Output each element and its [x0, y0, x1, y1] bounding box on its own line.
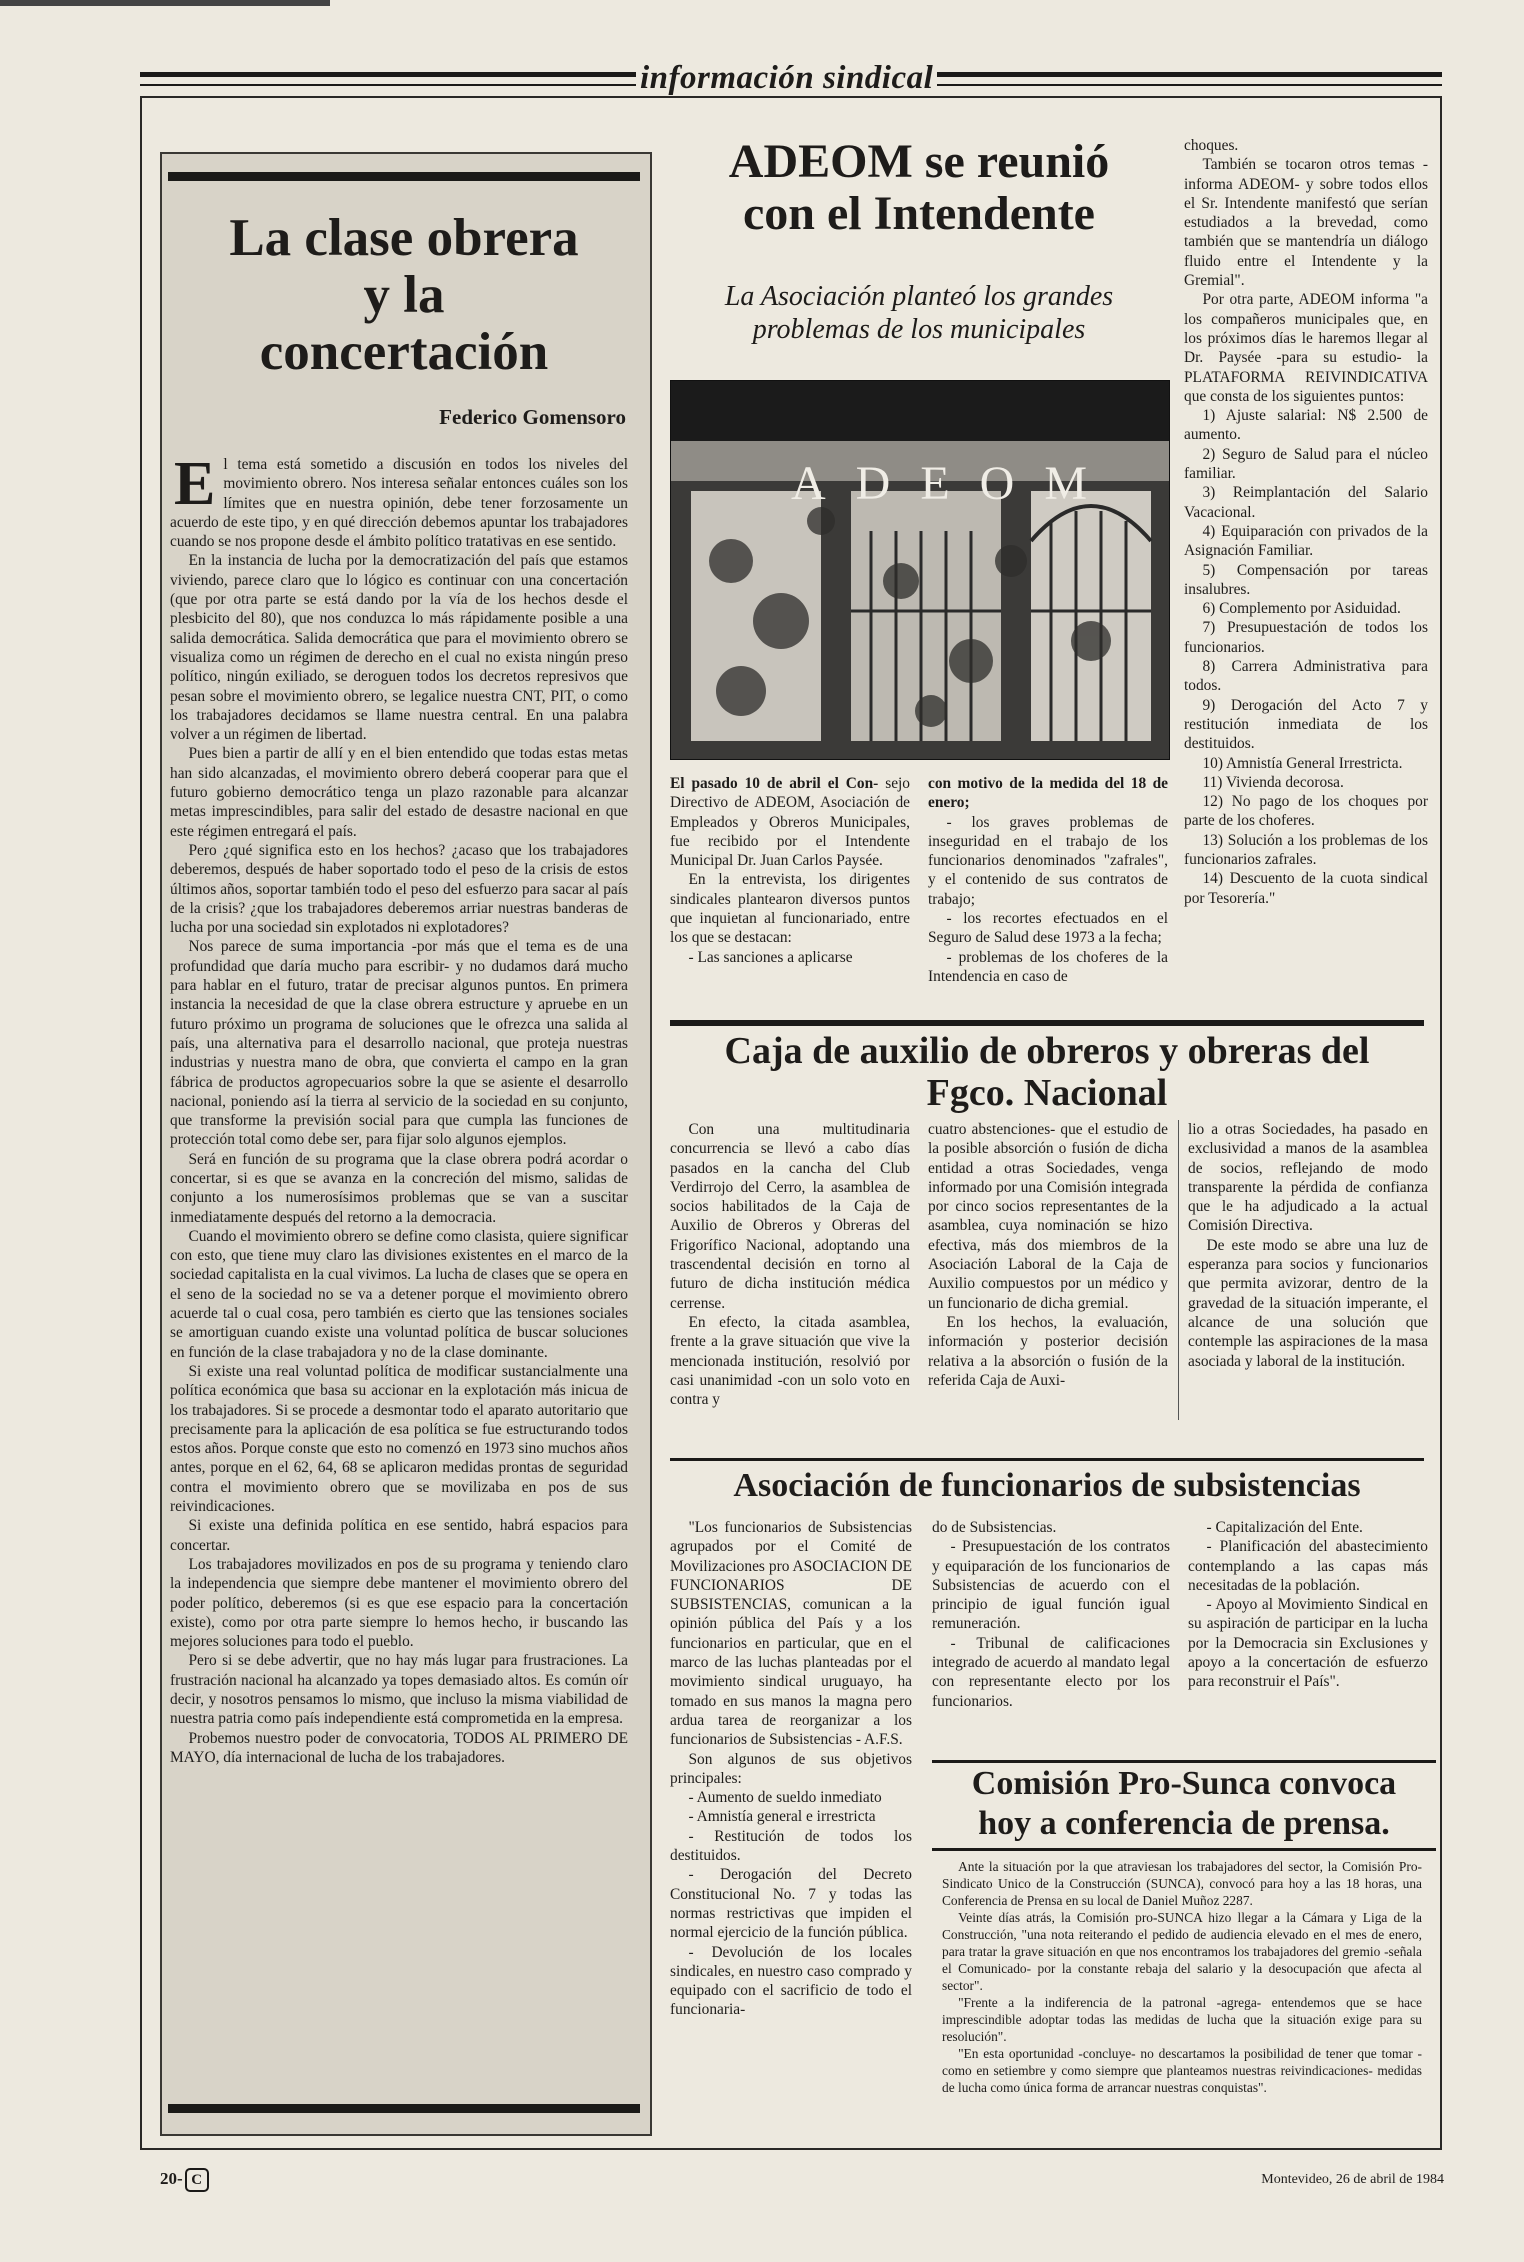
sunca-title-line-1: Comisión Pro-Sunca convoca [971, 1765, 1397, 1802]
left-para-7: Si existe una real voluntad política de modificar sustancialmente una política económica que basa su accionar en la explotación más inicua de los trabajadores. Si se procede a desmontar todo el aparato autoritario que precisamente para la aplicación de esa política se fue estructurando todos estos años. Porque conste que esto no comenzó en 1973 sino muchos años antes, porque en el 62, 64, 68 se aplicaron medidas prontas de seguridad contra el movimiento obrero que se movilizaba en pos de sus reivindicaciones. [170, 1362, 628, 1516]
adeom-point-8: 8) Carrera Administrativa para todos. [1184, 658, 1428, 695]
asoc-col1-item-4: - Derogación del Decreto Constitucional No. 7 y todas las normas restrictivas que impiden el normal ejercicio de la función pública. [670, 1866, 912, 1942]
asoc-col2-para-1: do de Subsistencias. [932, 1519, 1057, 1536]
adeom-point-5: 5) Compensación por tareas insalubres. [1184, 561, 1428, 598]
asoc-col-1 [670, 1518, 912, 2020]
caja-col2-para-2: En los hechos, la evaluación, información y posterior decisión relativa a la absorción o fusión de la referida Caja de Auxi- [928, 1313, 1168, 1389]
left-para-first: l tema está sometido a discusión en todos los niveles del movimiento obrero. Nos interesa señalar entonces cuáles son los límites que en nuestra opinión, debe tener forzosamente un acuerdo de este tipo, y en qué dirección debemos apuntar los trabajadores cuando se nos propone desde el ámbito político tratativas en ese sentido. [170, 456, 628, 551]
asoc-col1-para-2: Son algunos de sus objetivos principales: [670, 1750, 912, 1787]
adeom-col-1 [670, 774, 910, 967]
adeom-col2-para-1: con motivo de la medida del 18 de enero; [928, 775, 1168, 812]
adeom-title-line-2: con el Intendente [743, 186, 1095, 240]
left-box-top-rule [168, 172, 640, 181]
left-title-line-2: y la [363, 266, 445, 325]
adeom-point-6: 6) Complemento por Asiduidad. [1202, 600, 1401, 618]
sunca-body [942, 1858, 1422, 2096]
adeom-point-10: 10) Amnistía General Irrestricta. [1202, 754, 1403, 772]
adeom-col3-para-1: También se tocaron otros temas -informa ADEOM- y sobre todos ellos el Sr. Intendente manifestó que serían estudiados a la brevedad, como también que se mantendría un diálogo fluido entre el Intendente y la Gremial". [1184, 156, 1428, 290]
asoc-col-2 [932, 1518, 1170, 1711]
adeom-subtitle [670, 280, 1168, 346]
adeom-point-7: 7) Presupuestación de todos los funcionarios. [1184, 619, 1428, 656]
footer-dateline: Montevideo, 26 de abril de 1984 [1261, 2172, 1444, 2187]
caja-col-1 [670, 1120, 910, 1409]
sunca-top-rule [932, 1760, 1436, 1763]
adeom-point-14: 14) Descuento de la cuota sindical por Tesorería." [1184, 870, 1428, 907]
adeom-col2-para-4: - problemas de los choferes de la Intendencia en caso de [928, 948, 1168, 985]
photo-sign-text: ADEOM [791, 457, 1117, 510]
adeom-col1-para-1 [670, 774, 910, 870]
left-title-line-1: La clase obrera [229, 209, 579, 267]
asoc-col3-item-2: - Planificación del abastecimiento contemplando a las capas más necesitadas de la población. [1188, 1538, 1428, 1594]
sunca-para-3: "Frente a la indiferencia de la patronal -agrega- entendemos que se hace imprescindible adoptar todas las medidas de lucha que la situación exige para su resolución". [942, 1995, 1422, 2044]
asoc-col1-item-3: - Restitución de todos los destituidos. [670, 1827, 912, 1865]
caja-title-line-2: Fgco. Nacional [926, 1072, 1168, 1114]
left-para-1: En la instancia de lucha por la democratización del país que estamos viviendo, parece claro que lo lógico es continuar con una concertación (que por otra parte se está dando por la vía de los hechos desde el plesbicito del 80), que nos conduzca lo más rápidamente posible a una salida democrática. Salida democrática que para el movimiento obrero se visualiza como un régimen de derecho en el cual no exista ningún preso político, ningún exiliado, se deroguen todos los decretos represivos que pesan sobre el movimiento obrero, se legalice nuestra CNT, PIT, o como los trabajadores decidamos se llame nuestra central. En una palabra volver a un régimen de libertad. [170, 552, 628, 744]
adeom-col2-para-2: - los graves problemas de inseguridad en el trabajo de los funcionarios denominados "zafrales", y el contenido de sus contratos de trabajo; [928, 813, 1168, 908]
sunca-para-2: Veinte días atrás, la Comisión pro-SUNCA hizo llegar a la Cámara y Liga de la Construcción, "una nota reiterando el pedido de audiencia elevado en el mes de enero, para tratar la grave situación en que nos encontramos los trabajadores del gremio -señala el Comunicado- por la constante rebaja del salario y la desocupación que afecta al sector". [942, 1910, 1422, 1993]
left-author: Federico Gomensoro [439, 405, 626, 429]
masthead-rule-left [140, 72, 640, 77]
adeom-point-11: 11) Vivienda decorosa. [1202, 773, 1344, 791]
sunca-title-line-2: hoy a conferencia de prensa. [978, 1805, 1390, 1842]
adeom-col3-para-2: Por otra parte, ADEOM informa "a los compañeros municipales que, en los próximos días le haremos llegar al Dr. Paysée -para su estudio- la PLATAFORMA REIVINDICATIVA que consta de los siguientes puntos: [1184, 291, 1428, 405]
sunca-para-4: "En esta oportunidad -concluye- no descartamos la posibilidad de tener que tomar -como en setiembre y como siempre que planteamos nuestras reivindicaciones- medidas de lucha como única forma de arrancar nuestras conquistas". [942, 2046, 1422, 2095]
left-article-title [170, 210, 638, 382]
caja-col-2 [928, 1120, 1168, 1390]
left-article-body [170, 450, 628, 1767]
sunca-title [932, 1764, 1436, 1844]
left-para-2: Pues bien a partir de allí y en el bien entendido que todas estas metas han sido alcanzadas, el movimiento obrero deberá cooperar para que el futuro gobierno democrático tenga un plazo razonable para alcanzar metas imprescindibles, para salir del estado de desastre nacional en que este régimen entregará el país. [170, 745, 628, 840]
caja-top-rule [670, 1020, 1424, 1026]
left-para-11: Probemos nuestro poder de convocatoria, TODOS AL PRIMERO DE MAYO, día internacional de lucha de los trabajadores. [170, 1729, 628, 1766]
asoc-col3-item-3: - Apoyo al Movimiento Sindical en su aspiración de participar en la lucha por la Democracia sin Exclusiones y apoyo a la concertación de esfuerzo para reconstruir el País". [1188, 1596, 1428, 1691]
left-title-line-3: concertación [259, 323, 549, 382]
masthead-rule-right [934, 72, 1442, 77]
footer-page-number [160, 2168, 209, 2192]
caja-col-divider [1178, 1120, 1179, 1420]
adeom-col1-para-2: En la entrevista, los dirigentes sindicales plantearon diversos puntos que inquietan al funcionariado, entre los que se destacan: [670, 871, 910, 947]
adeom-col1-cont: sejo Directivo de ADEOM, Asociación de Empleados y Obreros Municipales, fue recibido por el Intendente Municipal Dr. Juan Carlos Paysée. [670, 775, 910, 870]
adeom-point-2: 2) Seguro de Salud para el núcleo familiar. [1184, 445, 1428, 483]
asoc-title: Asociación de funcionarios de subsistencias [733, 1467, 1361, 1504]
left-para-3: Pero ¿qué significa esto en los hechos? ¿acaso que los trabajadores deberemos, después de haber soportado todo el peso de la crisis de estos últimos años, soportar también todo el peso del esfuerzo para sacar al país de la crisis? ¿que los trabajadores deberemos arriar nuestras banderas de lucha por una sociedad sin explotados ni explotadores? [170, 841, 628, 937]
left-para-10: Pero si se debe advertir, que no hay más lugar para frustraciones. La frustración nacional ha alcanzado ya topes demasiado altos. Es común oír decir, y nosotros pensamos lo mismo, que incluso la misma viabilidad de nuestra patria como país independiente está comprometida en la empresa. [170, 1652, 628, 1728]
caja-col1-para-1: Con una multitudinaria concurrencia se llevó a cabo días pasados en la cancha del Club Verdirrojo del Cerro, la asamblea de socios habilitados de la Caja de Auxilio de Obreros y Obreras del Frigorífico Nacional, adoptando una trascendental decisión en torno al futuro de dicha institución médica cerrense. [670, 1121, 910, 1312]
caja-col2-para-1: cuatro abstenciones- que el estudio de la posible absorción o fusión de dicha entidad a otras Sociedades, venga informado por una Comisión integrada por cinco socios representantes de la asamblea, cuya nominación se hizo efectiva, más dos miembros de la Asociación Laboral de la Caja de Auxilio compuestos por un médico y un funcionario de dicha gremial. [928, 1121, 1168, 1312]
asoc-col2-item-2: - Tribunal de calificaciones integrado de acuerdo al mandato legal con representante electo por los funcionarios. [932, 1634, 1170, 1710]
left-box-bottom-rule [168, 2104, 640, 2113]
asoc-col1-item-1: - Aumento de sueldo inmediato [688, 1789, 882, 1807]
adeom-point-4: 4) Equiparación con privados de la Asignación Familiar. [1184, 522, 1428, 560]
asoc-col-3 [1188, 1518, 1428, 1692]
adeom-point-9: 9) Derogación del Acto 7 y restitución inmediata de los destituidos. [1184, 696, 1428, 753]
left-para-6: Cuando el movimiento obrero se define como clasista, quiere significar con esto, que tiene muy claro las divisiones existentes en el marco de la sociedad capitalista en la cual vivimos. La lucha de clases que se opera en el seno de la sociedad no se va a detener porque el movimiento obrero acuerde tal o cual cosa, pero también es cierto que las tensiones sociales se amortiguan cuando existe una voluntad política de buscar soluciones en función de la clase trabajadora y no de la clase dominante. [170, 1227, 628, 1361]
left-para-9: Los trabajadores movilizados en pos de su programa y teniendo claro la independencia que siempre debe mantener el movimiento obrero del poder político, deberemos (si es que ese espacio para la concertación existe), como por otra parte siempre lo hemos hecho, ir buscando las mejores soluciones para todo el pueblo. [170, 1555, 628, 1651]
left-para-5: Será en función de su programa que la clase obrera podrá acordar o concertar, si es que se avanza en la concreción del mismo, salidas de conjunto a los numerosísimos problemas que se van a suscitar inmediatamente después del retorno a la democracia. [170, 1150, 628, 1226]
adeom-point-1: 1) Ajuste salarial: N$ 2.500 de aumento. [1184, 407, 1428, 444]
caja-title-line-1: Caja de auxilio de obreros y obreras del [724, 1030, 1370, 1072]
scan-mark [0, 0, 330, 6]
caja-title [670, 1030, 1424, 1114]
adeom-lead-bold: El pasado 10 de abril el Con- [670, 775, 879, 792]
adeom-col-3 [1184, 136, 1428, 908]
adeom-col3-para-0: choques. [1184, 137, 1239, 154]
section-masthead: información sindical [636, 60, 937, 97]
asoc-top-rule [670, 1458, 1424, 1461]
left-para-4: Nos parece de suma importancia -por más que el tema es de una profundidad que daría mucho para escribir- y no dudamos dará mucho para hablar en el futuro, tratar de precisar algunos puntos. En primera instancia la necesidad de que la clase obrera estructure y apruebe en un futuro próximo un programa de soluciones que le ofrezca una salida al país, una alternativa para el desarrollo nacional, que proteja nuestras industrias y nuestra mano de obra, que convierta el campo en la gran fábrica de productos agropecuarios sobre la que se asiente el desarrollo nacional, poniendo así la tierra al servicio de la sociedad en su conjunto, que transforme la previsión social para que cumpla las funciones de protección total como debe ser, para fijar solo algunos ejemplos. [170, 938, 628, 1149]
asoc-col1-item-5: - Devolución de los locales sindicales, en nuestro caso comprado y equipado con el sacrificio de todo el funcionaria- [670, 1943, 912, 2019]
adeom-subtitle-line-1: La Asociación planteó los grandes [724, 281, 1114, 312]
caja-col3-para-2: De este modo se abre una luz de esperanza para socios y funcionarios que permita avizorar, dentro de la gravedad de la situación imperante, el alcance de una solución que contemple las aspiraciones de la masa asociada y laboral de la institución. [1188, 1236, 1428, 1370]
asoc-col2-item-1: - Presupuestación de los contratos y equiparación de los funcionarios de Subsistencias de acuerdo con el principio de igual función igual remuneración. [932, 1538, 1170, 1633]
adeom-col2-para-3: - los recortes efectuados en el Seguro de Salud dese 1973 a la fecha; [928, 910, 1168, 947]
adeom-point-3: 3) Reimplantación del Salario Vacacional. [1184, 484, 1428, 521]
adeom-point-12: 12) No pago de los choques por parte de los choferes. [1184, 793, 1428, 830]
publication-logo: C [185, 2168, 209, 2192]
adeom-title [670, 136, 1168, 240]
asoc-col1-item-2: - Amnistía general e irrestricta [688, 1808, 876, 1826]
caja-col-3 [1188, 1120, 1428, 1371]
adeom-title-line-1: ADEOM se reunió [728, 135, 1110, 188]
sunca-title-underline [932, 1848, 1436, 1851]
masthead-rule-left-thin [140, 84, 640, 86]
adeom-subtitle-line-2: problemas de los municipales [752, 314, 1086, 345]
asoc-col1-para-1: "Los funcionarios de Subsistencias agrupados por el Comité de Movilizaciones pro ASOCIACION DE FUNCIONARIOS DE SUBSISTENCIAS, comunican a la opinión pública del País y a los funcionarios en particular, que en el marco de las luchas planteadas por el movimiento sindical uruguayo, ha tomado en sus manos la magna pero ardua tarea de reorganizar a los funcionarios de Subsistencias - A.F.S. [670, 1519, 912, 1749]
left-para-8: Si existe una definida política en ese sentido, habrá espacios para concertar. [170, 1517, 628, 1554]
adeom-building-photo [670, 380, 1170, 760]
page-number: 20- [160, 2169, 183, 2188]
sunca-para-1: Ante la situación por la que atraviesan los trabajadores del sector, la Comisión Pro-Sindicato Unico de la Construcción (SUNCA), convocó para hoy a las 18 horas, una Conferencia de Prensa en su local de Daniel Muñoz 2287. [942, 1859, 1422, 1908]
photo-illustration [671, 381, 1169, 759]
caja-col3-para-1: lio a otras Sociedades, ha pasado en exclusividad a manos de la asamblea de socios, reflejando de modo transparente la pérdida de confianza que le ha adjudicado a la actual Comisión Directiva. [1188, 1121, 1428, 1235]
drop-cap: E [174, 450, 216, 518]
adeom-col1-para-3: - Las sanciones a aplicarse [688, 948, 853, 966]
adeom-point-13: 13) Solución a los problemas de los funcionarios zafrales. [1184, 831, 1428, 868]
adeom-col-2 [928, 774, 1168, 986]
masthead-rule-right-thin [934, 84, 1442, 86]
asoc-col3-item-1: - Capitalización del Ente. [1206, 1519, 1363, 1536]
caja-col1-para-2: En efecto, la citada asamblea, frente a la grave situación que vive la mencionada institución, resolvió por casi unanimidad -con un solo voto en contra y [670, 1313, 910, 1409]
